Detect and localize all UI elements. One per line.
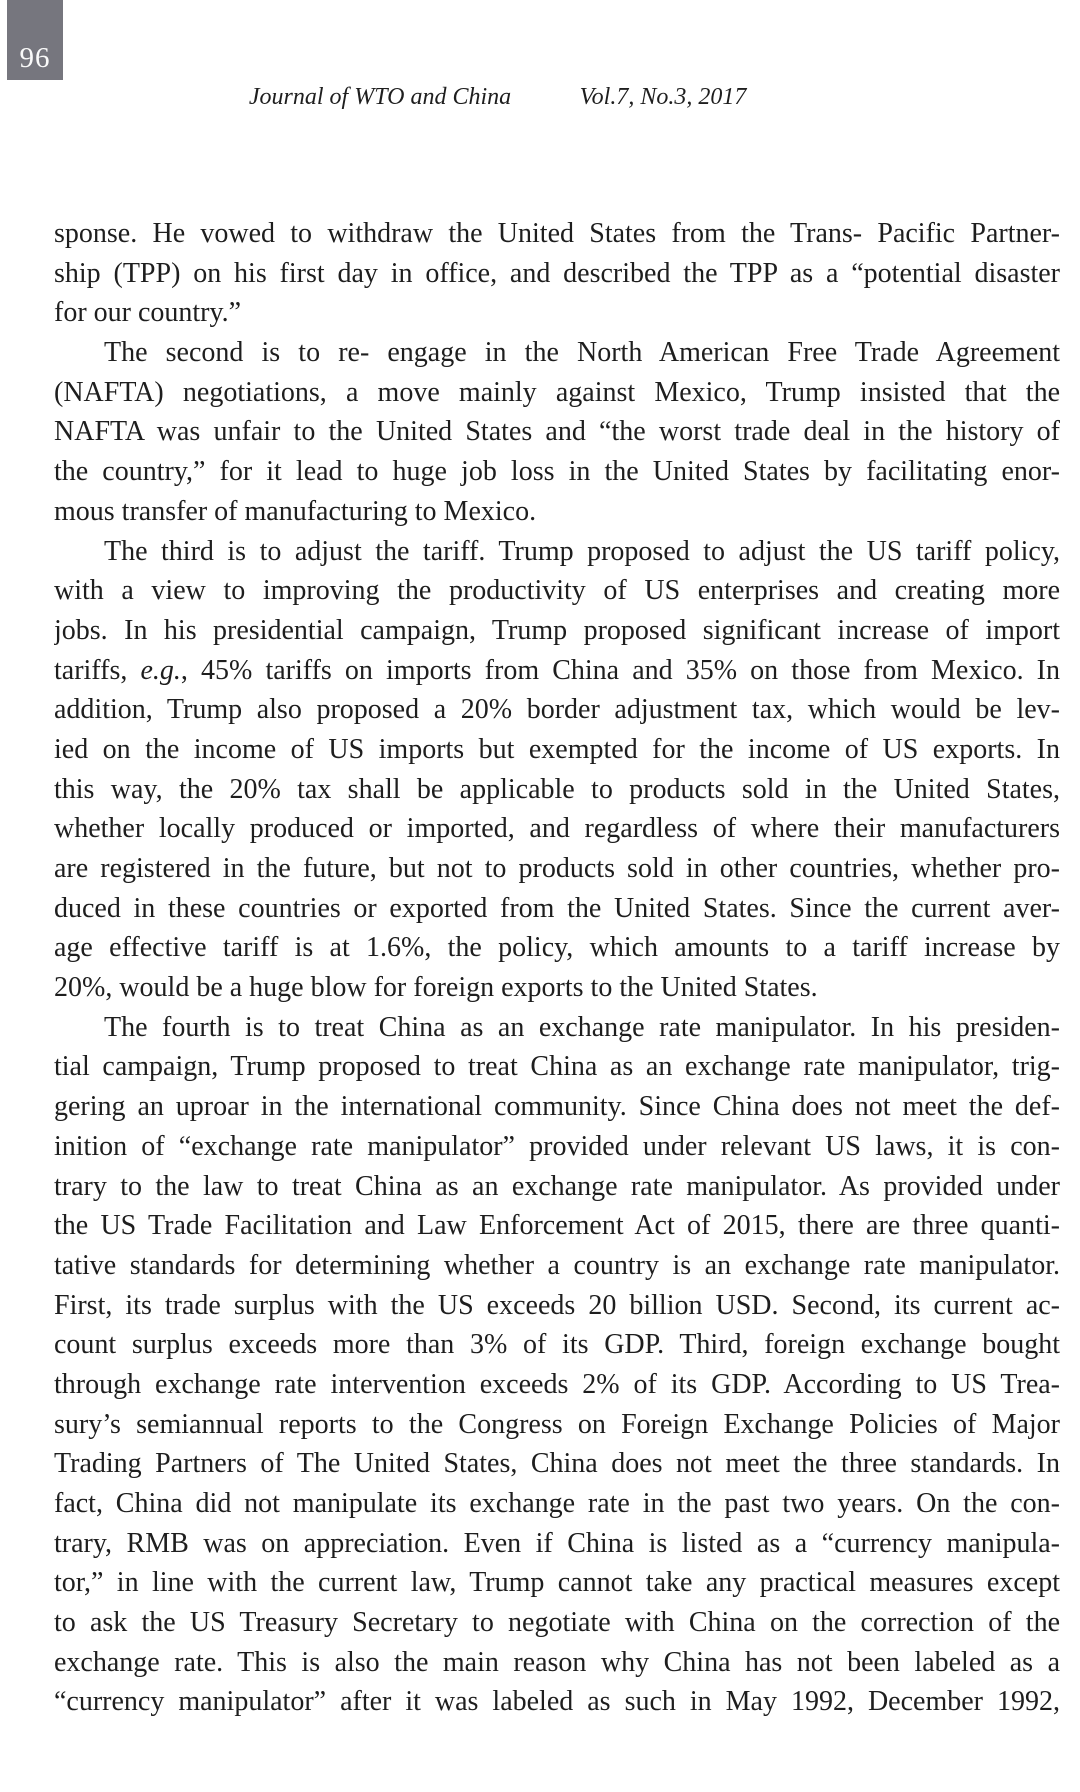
- text-line: ship (TPP) on his first day in office, and described the TPP as a “potential disaster: [54, 257, 1060, 289]
- text-line: fact, China did not manipulate its exchange rate in the past two years. On the con-: [54, 1488, 1060, 1519]
- text-line: The third is to adjust the tariff. Trump proposed to adjust the US tariff policy,: [104, 535, 1060, 567]
- text-segment: tariffs,: [54, 654, 141, 686]
- text-line: addition, Trump also proposed a 20% border adjustment tax, which would be lev-: [54, 694, 1060, 726]
- text-line: duced in these countries or exported from the United States. Since the current aver-: [54, 892, 1060, 924]
- text-line: are registered in the future, but not to products sold in other countries, whether pro-: [54, 853, 1060, 884]
- page-number-tab: [7, 0, 63, 80]
- text-line: 20%, would be a huge blow for foreign exports to the United States.: [54, 972, 818, 1004]
- journal-title: Journal of WTO and China: [248, 84, 512, 110]
- text-line: this way, the 20% tax shall be applicable to products sold in the United States,: [54, 773, 1060, 805]
- text-line: [54, 651, 1060, 691]
- issue-info: Vol.7, No.3, 2017: [579, 84, 747, 110]
- text-line: NAFTA was unfair to the United States and “the worst trade deal in the history of: [54, 416, 1060, 448]
- text-line: to ask the US Treasury Secretary to negotiate with China on the correction of the: [54, 1607, 1060, 1639]
- text-line: count surplus exceeds more than 3% of its GDP. Third, foreign exchange bought: [54, 1329, 1060, 1361]
- text-line: inition of “exchange rate manipulator” provided under relevant US laws, it is con-: [54, 1130, 1060, 1162]
- text-line: the US Trade Facilitation and Law Enforcement Act of 2015, there are three quanti-: [54, 1210, 1060, 1242]
- text-line: (NAFTA) negotiations, a move mainly against Mexico, Trump insisted that the: [54, 376, 1060, 408]
- text-line: for our country.”: [54, 297, 242, 329]
- text-line: the country,” for it lead to huge job loss in the United States by facilitating enor-: [54, 456, 1060, 488]
- text-line: exchange rate. This is also the main reason why China has not been labeled as a: [54, 1646, 1060, 1678]
- text-segment-italic: e.g.: [140, 654, 181, 686]
- text-line: with a view to improving the productivity of US enterprises and creating more: [54, 575, 1060, 607]
- text-line: ied on the income of US imports but exempted for the income of US exports. In: [54, 733, 1060, 765]
- text-line: Trading Partners of The United States, China does not meet the three standards. In: [54, 1448, 1060, 1480]
- text-line: tor,” in line with the current law, Trump cannot take any practical measures except: [54, 1567, 1060, 1599]
- text-line: whether locally produced or imported, and regardless of where their manufacturers: [54, 813, 1060, 845]
- text-line: The fourth is to treat China as an exchange rate manipulator. In his presiden-: [104, 1011, 1060, 1043]
- text-line: tial campaign, Trump proposed to treat China as an exchange rate manipulator, trig-: [54, 1051, 1060, 1083]
- article-body: [54, 214, 1060, 1722]
- text-line: age effective tariff is at 1.6%, the policy, which amounts to a tariff increase by: [54, 932, 1060, 964]
- page-number: 96: [19, 42, 51, 74]
- text-line: tative standards for determining whether a country is an exchange rate manipulator.: [54, 1249, 1060, 1281]
- text-line: gering an uproar in the international community. Since China does not meet the def-: [54, 1091, 1060, 1123]
- running-head: [0, 84, 1080, 114]
- text-line: The second is to re- engage in the North American Free Trade Agreement: [104, 337, 1060, 369]
- text-segment: , 45% tariffs on imports from China and 35% on those from Mexico. In: [180, 654, 1060, 686]
- text-line: trary, RMB was on appreciation. Even if China is listed as a “currency manipula-: [54, 1527, 1060, 1559]
- text-line: First, its trade surplus with the US exceeds 20 billion USD. Second, its current ac-: [54, 1289, 1060, 1321]
- text-line: trary to the law to treat China as an exchange rate manipulator. As provided under: [54, 1170, 1060, 1202]
- text-line: sponse. He vowed to withdraw the United States from the Trans- Pacific Partner-: [54, 218, 1060, 249]
- text-line: mous transfer of manufacturing to Mexico.: [54, 495, 537, 527]
- text-line: sury’s semiannual reports to the Congress on Foreign Exchange Policies of Major: [54, 1408, 1060, 1440]
- text-line: jobs. In his presidential campaign, Trump proposed significant increase of import: [54, 614, 1060, 646]
- text-line: through exchange rate intervention exceeds 2% of its GDP. According to US Trea-: [54, 1368, 1060, 1400]
- text-line: “currency manipulator” after it was labeled as such in May 1992, December 1992,: [54, 1686, 1060, 1718]
